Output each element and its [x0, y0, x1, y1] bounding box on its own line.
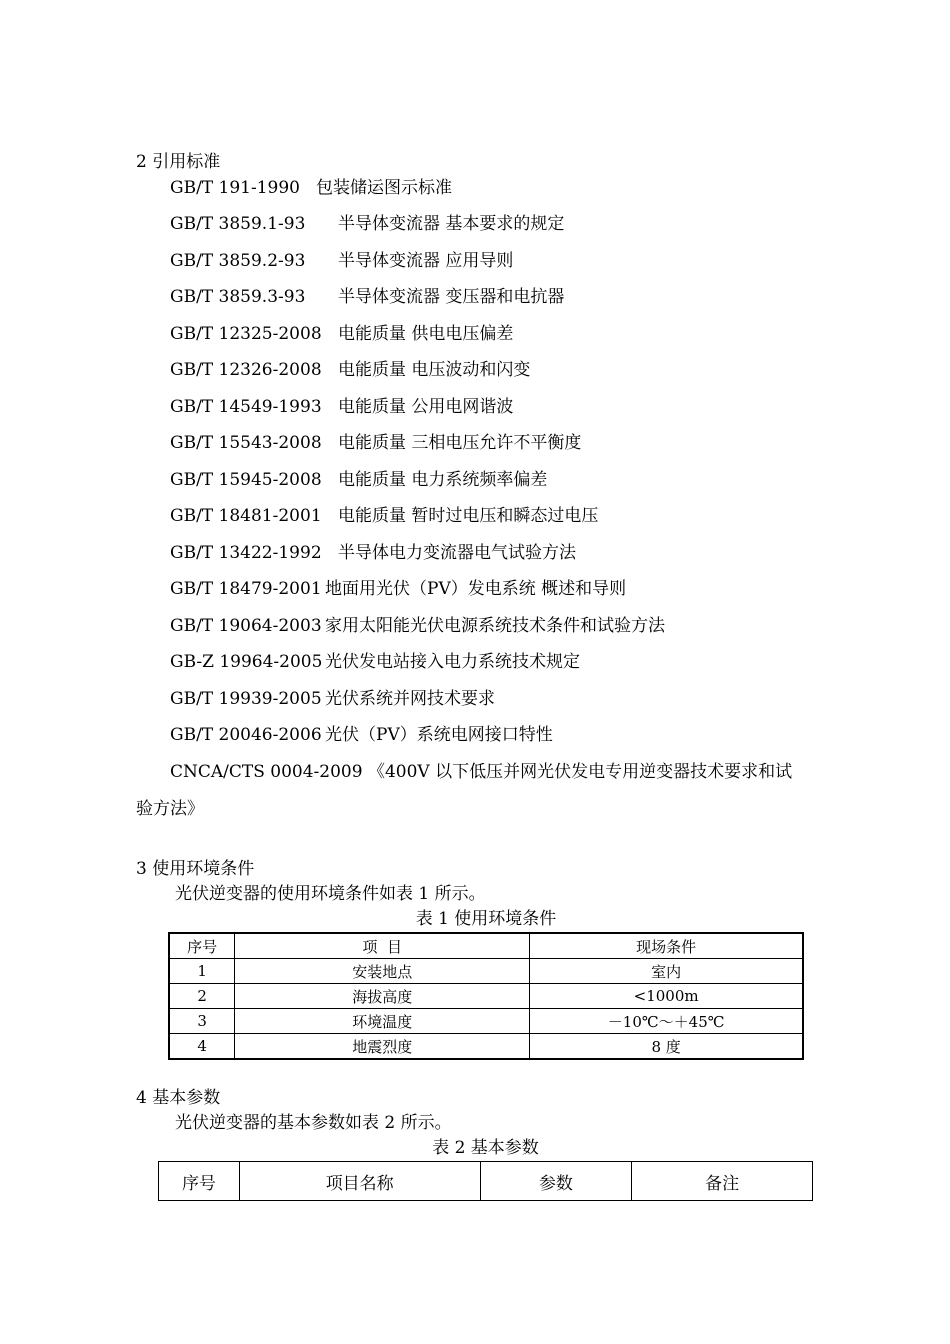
- standard-item: [170, 651, 580, 673]
- table-cell: 海拔高度: [235, 984, 530, 1009]
- table-header-row: [159, 1162, 813, 1201]
- standard-title: 电能质量 暂时过电压和瞬态过电压: [338, 506, 599, 526]
- table-cell: 室内: [530, 959, 803, 984]
- table-header-cell: 项 目: [235, 933, 530, 959]
- table-cell: 1: [169, 959, 235, 984]
- table-header-cell: 序号: [169, 933, 235, 959]
- standard-item: [170, 177, 452, 199]
- standard-item: [170, 213, 564, 235]
- standard-item: [170, 250, 513, 272]
- standard-item: [170, 323, 513, 345]
- standard-item: [170, 396, 513, 418]
- standard-code: GB/T 18481-2001: [170, 506, 322, 526]
- table-row: [169, 959, 803, 984]
- standard-title: 电能质量 电压波动和闪变: [338, 360, 531, 380]
- standard-code: GB/T 191-1990: [170, 178, 300, 198]
- standard-item: [170, 542, 576, 564]
- standard-title: 光伏发电站接入电力系统技术规定: [325, 652, 580, 672]
- table-cell: <1000m: [530, 984, 803, 1009]
- standard-item: [170, 469, 547, 491]
- standard-code: GB/T 3859.1-93: [170, 214, 306, 234]
- standard-item: [170, 578, 626, 600]
- standard-item-cnca-continued: 验方法》: [136, 799, 204, 819]
- standard-item: [170, 688, 495, 710]
- table-header-cell: 参数: [480, 1162, 632, 1201]
- standard-title: 光伏系统并网技术要求: [325, 689, 495, 709]
- section-4-heading: 4 基本参数: [136, 1088, 221, 1108]
- standard-code: GB/T 20046-2006: [170, 725, 322, 745]
- standard-code: GB/T 12326-2008: [170, 360, 322, 380]
- table-header-cell: 现场条件: [530, 933, 803, 959]
- environment-table: [168, 932, 804, 1060]
- standard-title: 电能质量 供电电压偏差: [338, 324, 514, 344]
- standard-code: GB/T 15945-2008: [170, 470, 322, 490]
- table-cell: 8 度: [530, 1034, 803, 1060]
- section-2-heading: 2 引用标准: [136, 152, 221, 172]
- section-4-intro: 光伏逆变器的基本参数如表 2 所示。: [175, 1113, 452, 1133]
- standard-code: GB-Z 19964-2005: [170, 652, 323, 672]
- table-header-row: [169, 933, 803, 959]
- table-row: [169, 984, 803, 1009]
- standard-code: GB/T 18479-2001: [170, 579, 322, 599]
- table-cell: －10℃～＋45℃: [530, 1009, 803, 1034]
- standard-item-cnca: CNCA/CTS 0004-2009 《400V 以下低压并网光伏发电专用逆变器技术要求和试: [170, 762, 793, 782]
- table-cell: 环境温度: [235, 1009, 530, 1034]
- standard-title: 半导体变流器 基本要求的规定: [338, 214, 565, 234]
- standard-item: [170, 615, 665, 637]
- section-3-intro: 光伏逆变器的使用环境条件如表 1 所示。: [175, 884, 486, 904]
- standard-code: GB/T 3859.2-93: [170, 251, 306, 271]
- standard-title: 电能质量 三相电压允许不平衡度: [338, 433, 582, 453]
- standard-item: [170, 724, 553, 746]
- standard-code: GB/T 13422-1992: [170, 543, 322, 563]
- table-cell: 地震烈度: [235, 1034, 530, 1060]
- standard-code: GB/T 19939-2005: [170, 689, 322, 709]
- standard-code: GB/T 14549-1993: [170, 397, 322, 417]
- standard-title: 地面用光伏（PV）发电系统 概述和导则: [325, 579, 627, 599]
- standard-title: 包装储运图示标准: [316, 178, 452, 198]
- table-cell: 2: [169, 984, 235, 1009]
- standard-title: 半导体变流器 变压器和电抗器: [338, 287, 565, 307]
- table-cell: 4: [169, 1034, 235, 1060]
- section-3-heading: 3 使用环境条件: [136, 859, 255, 879]
- table-1-caption: 表 1 使用环境条件: [415, 909, 557, 929]
- table-row: [169, 1034, 803, 1060]
- standard-title: 电能质量 公用电网谐波: [338, 397, 514, 417]
- table-cell: 3: [169, 1009, 235, 1034]
- standard-title: 光伏（PV）系统电网接口特性: [325, 725, 553, 745]
- table-header-cell: 项目名称: [239, 1162, 480, 1201]
- table-header-cell: 备注: [632, 1162, 813, 1201]
- standard-item: [170, 286, 564, 308]
- standard-item: [170, 505, 598, 527]
- standard-item: [170, 432, 581, 454]
- standard-title: 家用太阳能光伏电源系统技术条件和试验方法: [325, 616, 665, 636]
- standard-item: [170, 359, 530, 381]
- table-row: [169, 1009, 803, 1034]
- standard-title: 半导体电力变流器电气试验方法: [338, 543, 576, 563]
- standard-code: GB/T 15543-2008: [170, 433, 322, 453]
- standard-title: 半导体变流器 应用导则: [338, 251, 514, 271]
- standard-code: GB/T 19064-2003: [170, 616, 322, 636]
- basic-parameters-table: [158, 1161, 813, 1201]
- standard-title: 电能质量 电力系统频率偏差: [338, 470, 548, 490]
- table-2-caption: 表 2 基本参数: [432, 1138, 539, 1158]
- table-header-cell: 序号: [159, 1162, 240, 1201]
- table-cell: 安装地点: [235, 959, 530, 984]
- standard-code: GB/T 12325-2008: [170, 324, 322, 344]
- standard-code: GB/T 3859.3-93: [170, 287, 306, 307]
